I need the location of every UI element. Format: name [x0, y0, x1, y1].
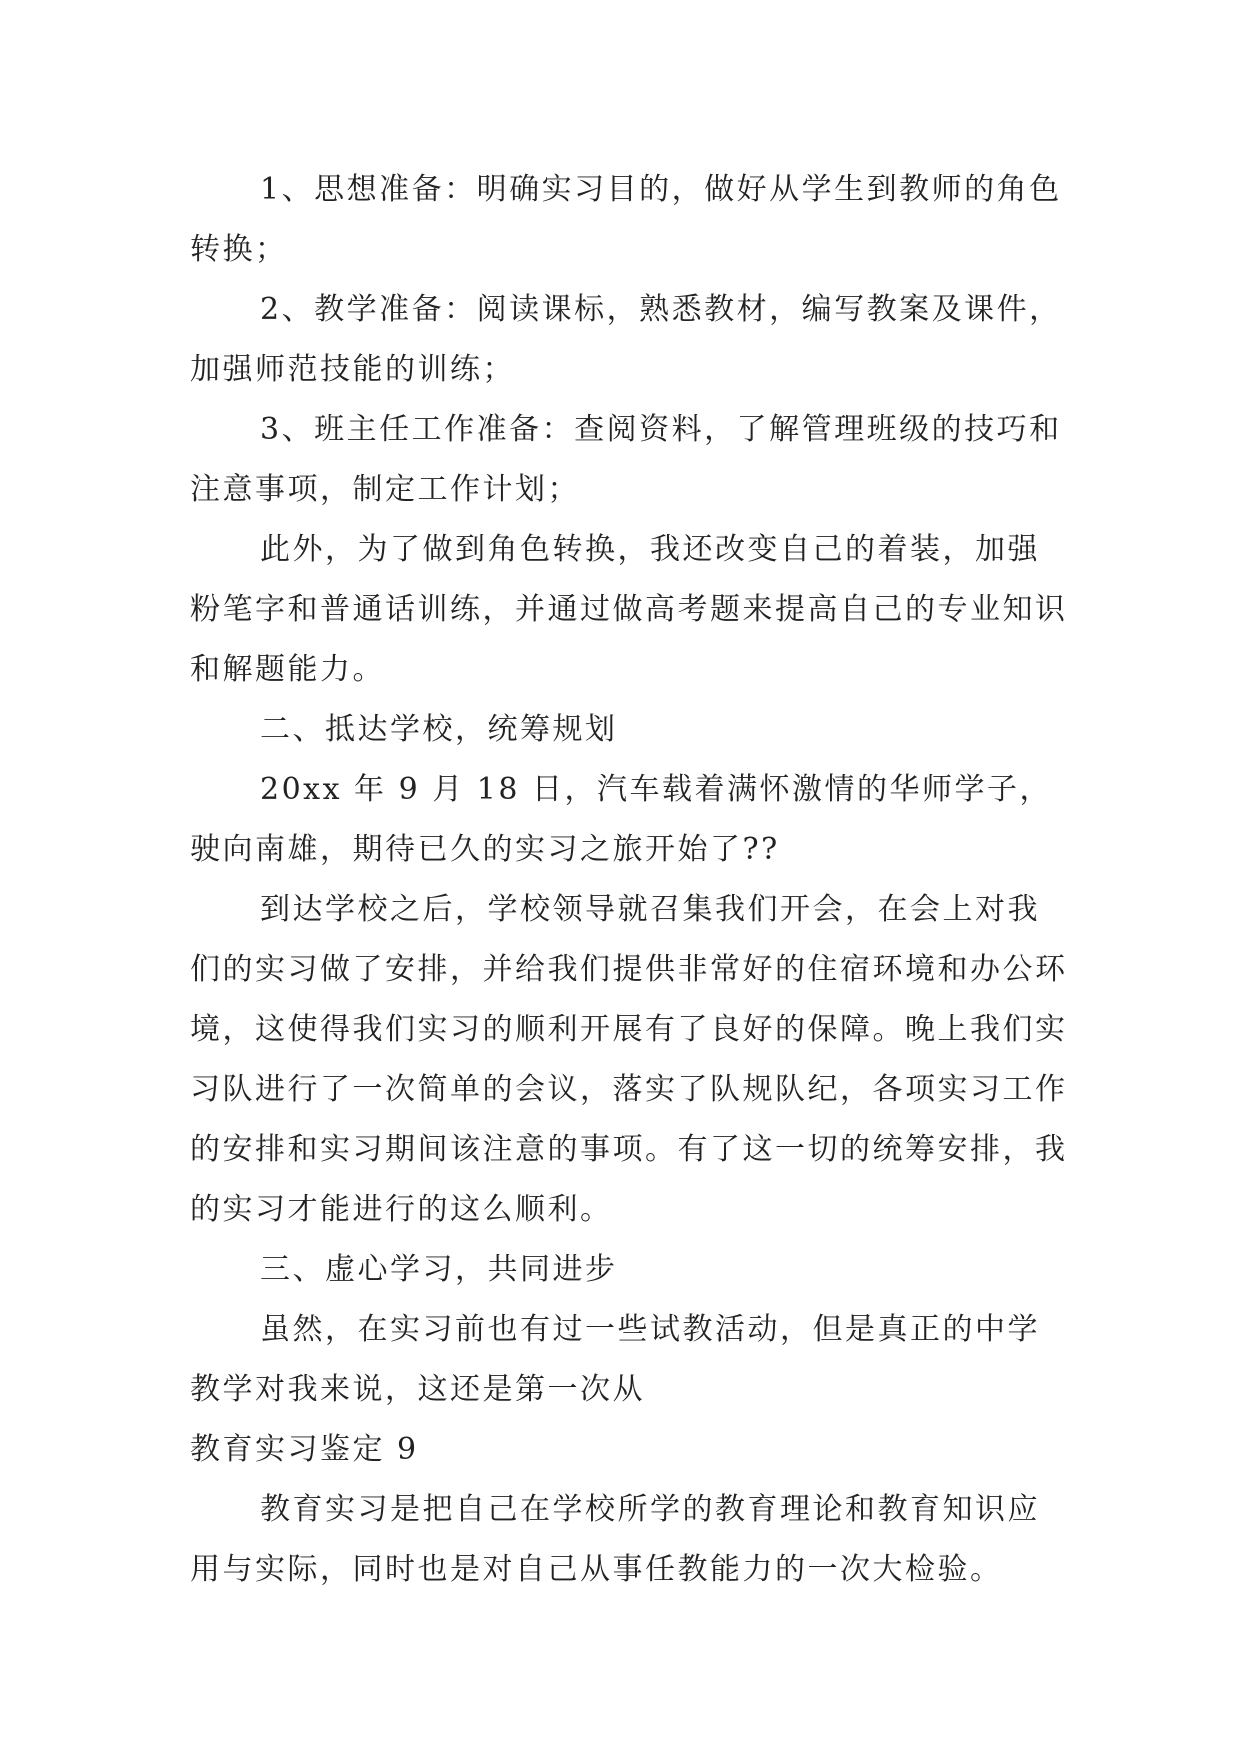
paragraph-teaching-preparation: 2、教学准备：阅读课标，熟悉教材，编写教案及课件，加强师范技能的训练； [190, 292, 1062, 387]
paragraph-internship-intro: 教育实习是把自己在学校所学的教育理论和教育知识应用与实际，同时也是对自己从事任教能力的一次大检验。 [190, 1492, 1040, 1587]
paragraph-first-teaching: 虽然，在实习前也有过一些试教活动，但是真正的中学教学对我来说，这还是第一次从 [190, 1312, 1040, 1407]
section-heading-arrival: 二、抵达学校，统筹规划 [260, 712, 618, 747]
paragraph-journey-start: 20xx 年 9 月 18 日，汽车载着满怀激情的华师学子，驶向南雄，期待已久的实习之旅开始了?? [190, 772, 1052, 867]
paragraph-thought-preparation: 1、思想准备：明确实习目的，做好从学生到教师的角色转换； [190, 172, 1062, 267]
paragraph-school-arrangement: 到达学校之后，学校领导就召集我们开会，在会上对我们的实习做了安排，并给我们提供非常好的住宿环境和办公环境，这使得我们实习的顺利开展有了良好的保障。晚上我们实习队进行了一次简单的会议，落实了队规队纪，各项实习工作的安排和实习期间该注意的事项。有了这一切的统筹安排，我的实习才能进行的这么顺利。 [190, 892, 1068, 1227]
paragraph-class-teacher-preparation: 3、班主任工作准备：查阅资料，了解管理班级的技巧和注意事项，制定工作计划； [190, 412, 1062, 507]
document-body [190, 160, 1070, 1600]
paragraph-role-change: 此外，为了做到角色转换，我还改变自己的着装，加强粉笔字和普通话训练，并通过做高考题来提高自己的专业知识和解题能力。 [190, 532, 1068, 687]
section-heading-learning: 三、虚心学习，共同进步 [260, 1252, 618, 1287]
document-title: 教育实习鉴定 9 [190, 1432, 419, 1467]
